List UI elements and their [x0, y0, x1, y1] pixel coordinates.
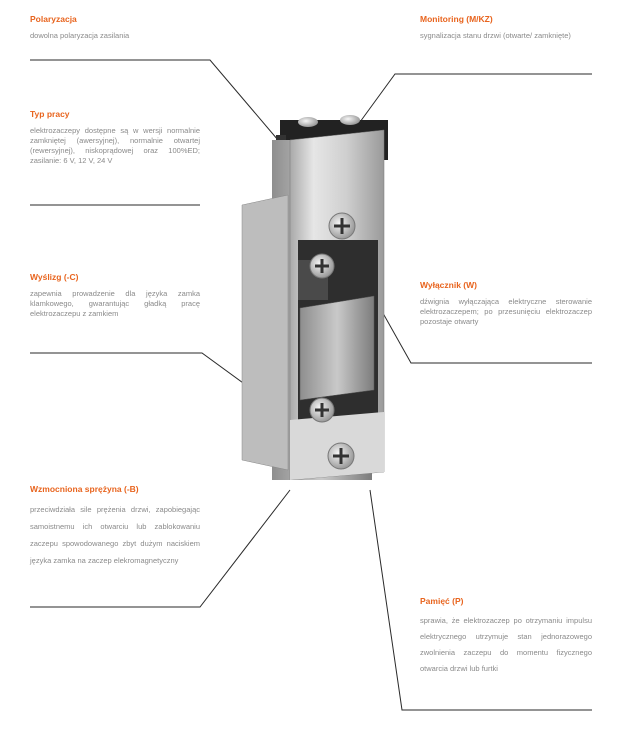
feature-typ-pracy	[30, 109, 200, 166]
feature-title: Monitoring (M/KZ)	[420, 14, 493, 24]
feature-title: Wyłącznik (W)	[420, 280, 477, 290]
screw-icon	[310, 398, 334, 422]
feature-title: Polaryzacja	[30, 14, 77, 24]
screw-icon	[310, 254, 334, 278]
screw-icon	[329, 213, 355, 239]
leader-monitoring	[360, 74, 592, 122]
feature-desc: sygnalizacja stanu drzwi (otwarte/ zamknięte)	[420, 31, 571, 40]
feature-desc: dźwignia wyłączająca elektryczne sterowanie elektrozaczepem; po przesunięciu elektrozaczep pozostaje otwarty	[420, 297, 592, 326]
leader-wyslizg	[30, 353, 250, 388]
feature-monitoring	[420, 14, 592, 41]
feature-desc: elektrozaczepy dostępne są w wersji normalnie zamkniętej (awersyjnej), normalnie otwartej (rewersyjnej), niskoprądowej oraz 100%ED; zasilanie: 6 V, 12 V, 24 V	[30, 126, 200, 165]
feature-wyslizg	[30, 272, 200, 319]
feature-desc: zapewnia prowadzenie dla języka zamka klamkowego, gwarantując gładką pracę elektrozaczepu z zamkiem	[30, 289, 200, 318]
feature-title: Typ pracy	[30, 109, 70, 119]
feature-title: Wzmocniona sprężyna (-B)	[30, 484, 139, 494]
feature-title: Wyślizg (-C)	[30, 272, 79, 282]
feature-wylacznik	[420, 280, 592, 327]
feature-desc: dowolna polaryzacja zasilania	[30, 31, 130, 40]
feature-title: Pamięć (P)	[420, 596, 464, 606]
feature-desc: sprawia, że elektrozaczep po otrzymaniu impulsu elektrycznego utrzymuje stan jednorazowego zwolnienia zaczepu do momentu fizycznego otwarcia drzwi lub furtki	[420, 616, 592, 673]
screw-icon	[328, 443, 354, 469]
feature-desc: przeciwdziała sile prężenia drzwi, zapobiegając samoistnemu ich otwarciu lub zablokowaniu zaczepu spowodowanego zbyt dużym naciskiem języka zamka na zaczep elekromagnetyczny	[30, 505, 200, 565]
electric-strike-image	[228, 100, 388, 480]
feature-pamiec	[420, 596, 592, 677]
feature-polaryzacja	[30, 14, 200, 41]
feature-wzmocniona	[30, 484, 200, 569]
